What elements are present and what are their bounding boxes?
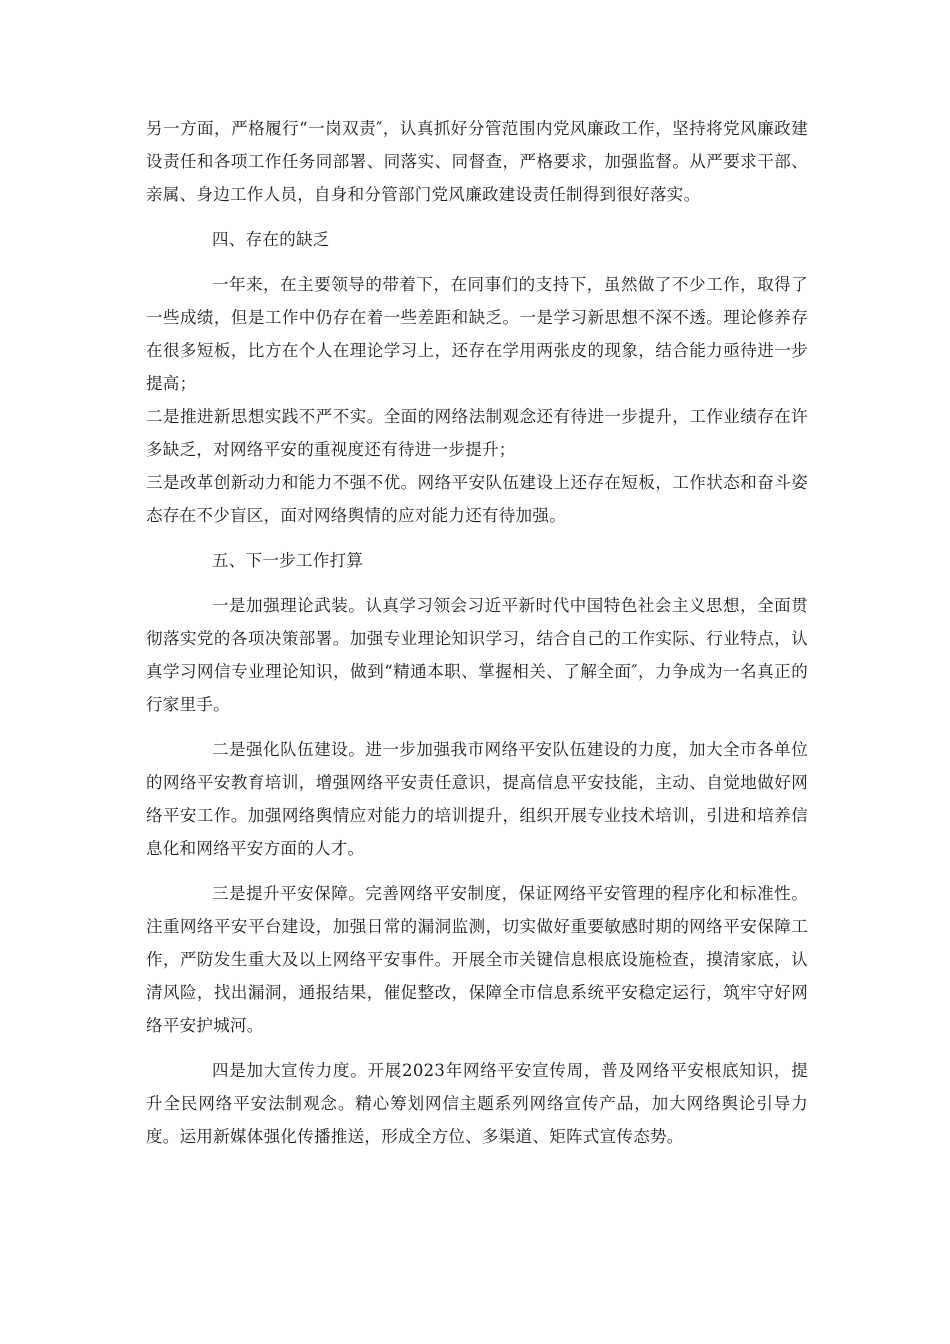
paragraph-party-conduct: 另一方面，严格履行“一岗双责″，认真抓好分管范围内党风廉政工作，坚持将党风廉政建设责任和各项工作任务同部署、同落实、同督查，严格要求，加强监督。从严要求干部、亲属、身边工作人员，自身和分管部门党风廉政建设责任制得到很好落实。 [146, 119, 808, 204]
paragraph-shortcoming-three: 三是改革创新动力和能力不强不优。网络平安队伍建设上还存在短板，工作状态和奋斗姿态存在不少盲区，面对网络舆情的应对能力还有待加强。 [146, 473, 808, 525]
paragraph-shortcomings-intro: 一年来，在主要领导的带着下，在同事们的支持下，虽然做了不少工作，取得了一些成绩，但是工作中仍存在着一些差距和缺乏。一是学习新思想不深不透。理论修养存在很多短板，比方在个人在理论学习上，还存在学用两张皮的现象，结合能力亟待进一步提高； [146, 275, 808, 393]
section-heading-shortcomings: 四、存在的缺乏 [212, 230, 330, 249]
paragraph-plan-team: 二是强化队伍建设。进一步加强我市网络平安队伍建设的力度，加大全市各单位的网络平安教育培训，增强网络平安责任意识，提高信息平安技能，主动、自觉地做好网络平安工作。加强网络舆情应对能力的培训提升，组织开展专业技术培训，引进和培养信息化和网络平安方面的人才。 [146, 740, 808, 858]
paragraph-plan-security: 三是提升平安保障。完善网络平安制度，保证网络平安管理的程序化和标准性。注重网络平安平台建设，加强日常的漏洞监测，切实做好重要敏感时期的网络平安保障工作，严防发生重大及以上网络平安事件。开展全市关键信息根底设施检查，摸清家底，认清风险，找出漏洞，通报结果，催促整改，保障全市信息系统平安稳定运行，筑牢守好网络平安护城河。 [146, 884, 808, 1035]
document-body [146, 112, 808, 1153]
section-heading-next-steps: 五、下一步工作打算 [212, 551, 364, 570]
paragraph-plan-theory: 一是加强理论武装。认真学习领会习近平新时代中国特色社会主义思想，全面贯彻落实党的各项决策部署。加强专业理论知识学习，结合自己的工作实际、行业特点，认真学习网信专业理论知识，做到“精通本职、掌握相关、了解全面″，力争成为一名真正的行家里手。 [146, 596, 808, 714]
paragraph-shortcoming-two: 二是推进新思想实践不严不实。全面的网络法制观念还有待进一步提升，工作业绩存在许多缺乏，对网络平安的重视度还有待进一步提升； [146, 407, 808, 459]
paragraph-plan-publicity: 四是加大宣传力度。开展2023年网络平安宣传周，普及网络平安根底知识，提升全民网络平安法制观念。精心筹划网信主题系列网络宣传产品，加大网络舆论引导力度。运用新媒体强化传播推送，形成全方位、多渠道、矩阵式宣传态势。 [146, 1061, 808, 1146]
